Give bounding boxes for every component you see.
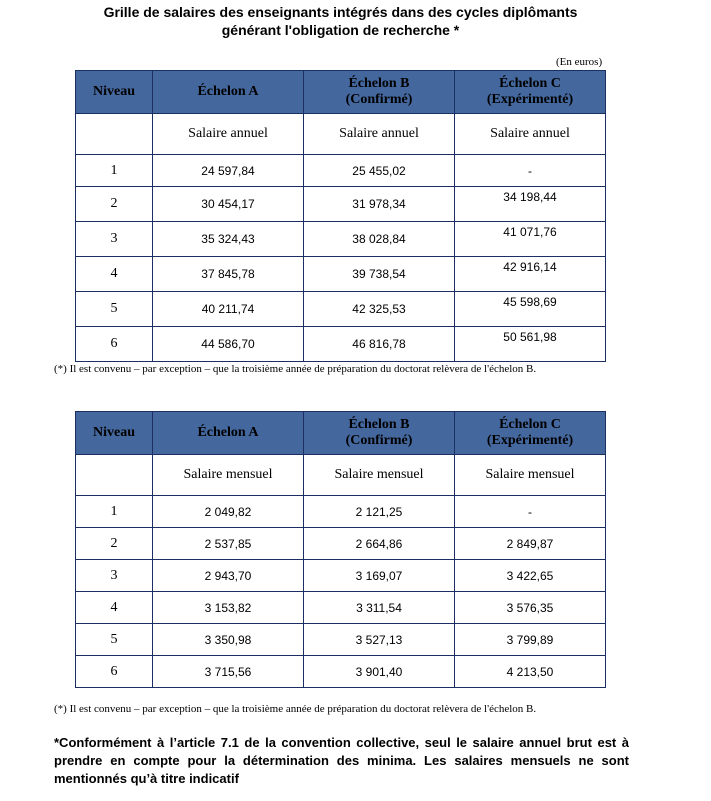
subheader-row bbox=[76, 455, 606, 496]
header-echelon-c-line1: Échelon C bbox=[499, 76, 561, 91]
echelon-a-cell: 3 350,98 bbox=[153, 624, 304, 656]
header-echelon-b bbox=[304, 71, 455, 114]
table-row bbox=[76, 656, 606, 688]
table-row bbox=[76, 624, 606, 656]
subheader-b: Salaire annuel bbox=[304, 114, 455, 155]
niveau-cell: 5 bbox=[76, 292, 153, 327]
echelon-b-cell: 2 664,86 bbox=[304, 528, 455, 560]
header-echelon-a: Échelon A bbox=[153, 71, 304, 114]
subheader-b: Salaire mensuel bbox=[304, 455, 455, 496]
table-row bbox=[76, 592, 606, 624]
niveau-cell: 3 bbox=[76, 222, 153, 257]
header-echelon-a: Échelon A bbox=[153, 412, 304, 455]
table-row bbox=[76, 257, 606, 292]
niveau-cell: 5 bbox=[76, 624, 153, 656]
subheader-a: Salaire annuel bbox=[153, 114, 304, 155]
table-row bbox=[76, 222, 606, 257]
echelon-b-cell: 38 028,84 bbox=[304, 222, 455, 257]
echelon-a-cell: 30 454,17 bbox=[153, 187, 304, 222]
final-note: *Conformément à l’article 7.1 de la convention collective, seul le salaire annuel brut est à prendre en compte pour la détermination des minima. Les salaires mensuels ne sont mentionnés qu’à titre indicatif bbox=[54, 735, 629, 786]
echelon-c-cell: 4 213,50 bbox=[455, 656, 606, 688]
header-echelon-b bbox=[304, 412, 455, 455]
header-echelon-c-line2: (Expérimenté) bbox=[486, 92, 574, 107]
subheader-c: Salaire mensuel bbox=[455, 455, 606, 496]
echelon-a-cell: 35 324,43 bbox=[153, 222, 304, 257]
monthly-salary-table bbox=[75, 411, 606, 688]
header-niveau: Niveau bbox=[76, 71, 153, 114]
echelon-b-cell: 31 978,34 bbox=[304, 187, 455, 222]
header-echelon-b-line1: Échelon B bbox=[348, 417, 410, 432]
header-echelon-b-line2: (Confirmé) bbox=[345, 92, 413, 107]
echelon-a-cell: 2 943,70 bbox=[153, 560, 304, 592]
table-row bbox=[76, 292, 606, 327]
niveau-cell: 2 bbox=[76, 187, 153, 222]
header-echelon-c bbox=[455, 71, 606, 114]
table-row bbox=[76, 187, 606, 222]
subheader-empty bbox=[76, 455, 153, 496]
unit-label: (En euros) bbox=[556, 56, 603, 68]
echelon-b-cell: 2 121,25 bbox=[304, 496, 455, 528]
echelon-c-cell: 41 071,76 bbox=[455, 222, 606, 257]
echelon-a-cell: 2 049,82 bbox=[153, 496, 304, 528]
echelon-c-cell: 3 799,89 bbox=[455, 624, 606, 656]
header-row bbox=[76, 412, 606, 455]
table-row bbox=[76, 560, 606, 592]
echelon-c-cell: 42 916,14 bbox=[455, 257, 606, 292]
header-echelon-c bbox=[455, 412, 606, 455]
header-echelon-c-line2: (Expérimenté) bbox=[486, 433, 574, 448]
niveau-cell: 3 bbox=[76, 560, 153, 592]
echelon-c-cell: 50 561,98 bbox=[455, 327, 606, 362]
table-row bbox=[76, 496, 606, 528]
header-echelon-c-line1: Échelon C bbox=[499, 417, 561, 432]
echelon-c-cell: 2 849,87 bbox=[455, 528, 606, 560]
subheader-c: Salaire annuel bbox=[455, 114, 606, 155]
echelon-a-cell: 3 153,82 bbox=[153, 592, 304, 624]
echelon-b-cell: 25 455,02 bbox=[304, 155, 455, 187]
header-echelon-b-line1: Échelon B bbox=[348, 76, 410, 91]
document-title bbox=[0, 3, 681, 39]
echelon-b-cell: 42 325,53 bbox=[304, 292, 455, 327]
echelon-b-cell: 46 816,78 bbox=[304, 327, 455, 362]
echelon-c-cell: - bbox=[455, 496, 606, 528]
niveau-cell: 2 bbox=[76, 528, 153, 560]
echelon-b-cell: 3 169,07 bbox=[304, 560, 455, 592]
echelon-a-cell: 37 845,78 bbox=[153, 257, 304, 292]
echelon-c-cell: - bbox=[455, 155, 606, 187]
echelon-a-cell: 44 586,70 bbox=[153, 327, 304, 362]
echelon-b-cell: 3 527,13 bbox=[304, 624, 455, 656]
niveau-cell: 6 bbox=[76, 327, 153, 362]
header-echelon-b-line2: (Confirmé) bbox=[345, 433, 413, 448]
table-row bbox=[76, 327, 606, 362]
title-line-1: Grille de salaires des enseignants intégrés dans des cycles diplômants bbox=[103, 4, 578, 20]
subheader-row bbox=[76, 114, 606, 155]
annual-salary-table bbox=[75, 70, 606, 362]
echelon-c-cell: 45 598,69 bbox=[455, 292, 606, 327]
echelon-a-cell: 3 715,56 bbox=[153, 656, 304, 688]
echelon-c-cell: 3 576,35 bbox=[455, 592, 606, 624]
echelon-a-cell: 40 211,74 bbox=[153, 292, 304, 327]
header-row bbox=[76, 71, 606, 114]
table-row bbox=[76, 155, 606, 187]
niveau-cell: 4 bbox=[76, 257, 153, 292]
title-line-2: générant l'obligation de recherche * bbox=[221, 22, 460, 38]
echelon-a-cell: 2 537,85 bbox=[153, 528, 304, 560]
echelon-b-cell: 3 311,54 bbox=[304, 592, 455, 624]
niveau-cell: 1 bbox=[76, 155, 153, 187]
echelon-c-cell: 34 198,44 bbox=[455, 187, 606, 222]
subheader-a: Salaire mensuel bbox=[153, 455, 304, 496]
footnote-annual: (*) Il est convenu – par exception – que la troisième année de préparation du doctorat relèvera de l'échelon B. bbox=[54, 363, 537, 375]
echelon-b-cell: 39 738,54 bbox=[304, 257, 455, 292]
echelon-a-cell: 24 597,84 bbox=[153, 155, 304, 187]
echelon-c-cell: 3 422,65 bbox=[455, 560, 606, 592]
header-niveau: Niveau bbox=[76, 412, 153, 455]
niveau-cell: 4 bbox=[76, 592, 153, 624]
table-row bbox=[76, 528, 606, 560]
subheader-empty bbox=[76, 114, 153, 155]
echelon-b-cell: 3 901,40 bbox=[304, 656, 455, 688]
niveau-cell: 1 bbox=[76, 496, 153, 528]
niveau-cell: 6 bbox=[76, 656, 153, 688]
footnote-monthly: (*) Il est convenu – par exception – que la troisième année de préparation du doctorat relèvera de l'échelon B. bbox=[54, 703, 537, 715]
